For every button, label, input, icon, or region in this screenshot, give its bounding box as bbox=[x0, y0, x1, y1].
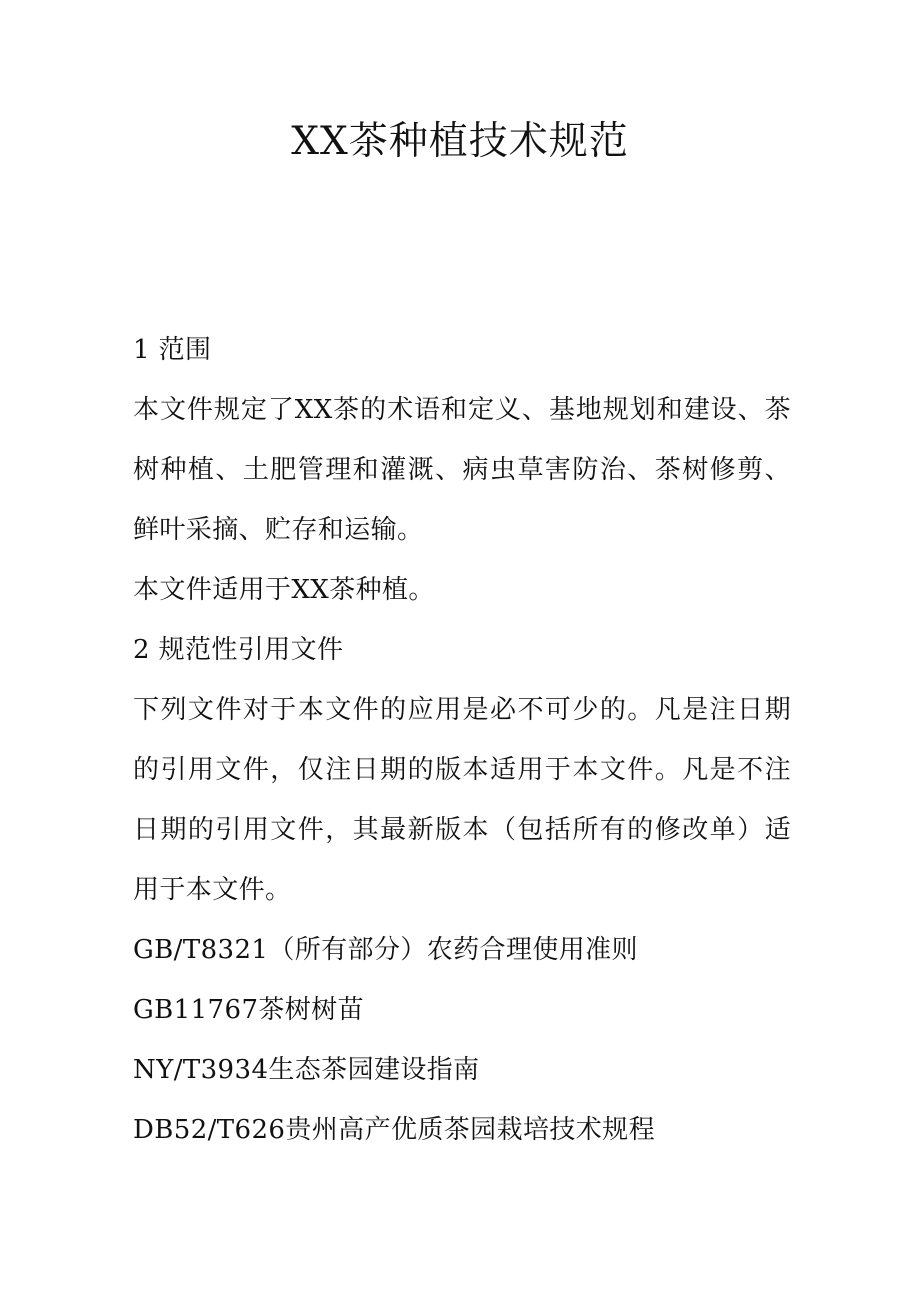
reference-item: GB/T8321（所有部分）农药合理使用准则 bbox=[133, 935, 638, 965]
reference-item: NY/T3934生态茶园建设指南 bbox=[133, 1055, 480, 1085]
normative-references-paragraph: 下列文件对于本文件的应用是必不可少的。凡是注日期的引用文件，仅注日期的版本适用于本文件。凡是不注日期的引用文件，其最新版本（包括所有的修改单）适用于本文件。 bbox=[133, 695, 791, 905]
scope-paragraph: 本文件规定了XX茶的术语和定义、基地规划和建设、茶树种植、土肥管理和灌溉、病虫草害防治、茶树修剪、鲜叶采摘、贮存和运输。 bbox=[133, 395, 791, 545]
section-heading-scope: 1 范围 bbox=[133, 335, 212, 365]
reference-item: DB52/T626贵州高产优质茶园栽培技术规程 bbox=[133, 1115, 655, 1145]
document-body bbox=[133, 320, 791, 1160]
reference-item: GB11767茶树树苗 bbox=[133, 995, 364, 1025]
scope-applicability: 本文件适用于XX茶种植。 bbox=[133, 575, 435, 605]
document-title: XX茶种植技术规范 bbox=[291, 119, 629, 164]
section-heading-normative-references: 2 规范性引用文件 bbox=[133, 635, 344, 665]
